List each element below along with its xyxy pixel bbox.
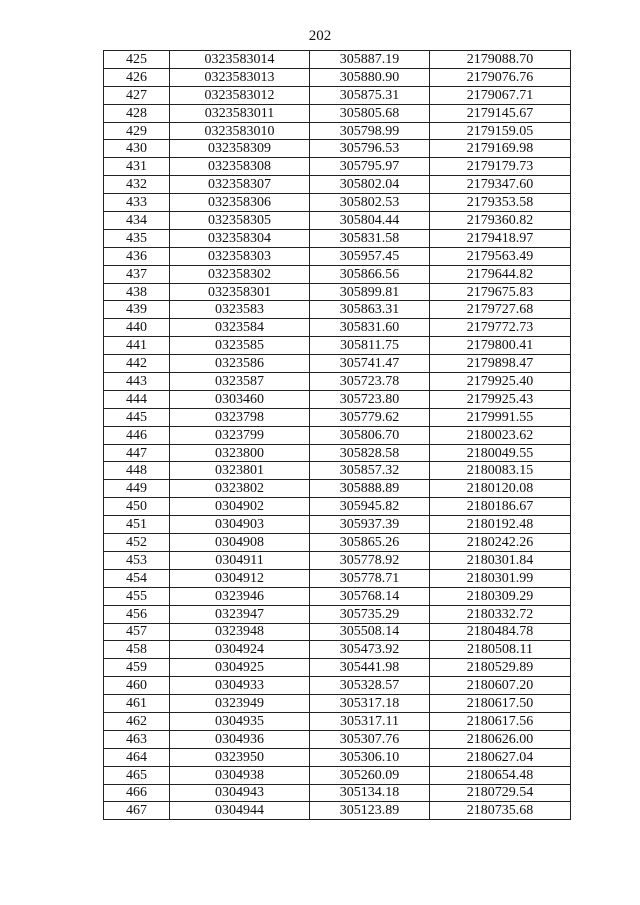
table-row <box>104 784 571 802</box>
table-row <box>104 301 571 319</box>
x-coordinate-cell: 305957.45 <box>310 247 430 265</box>
y-coordinate-cell: 2179925.43 <box>430 390 571 408</box>
point-number-cell: 429 <box>104 122 170 140</box>
point-id-cell: 0323948 <box>170 623 310 641</box>
y-coordinate-cell: 2179360.82 <box>430 212 571 230</box>
y-coordinate-cell: 2180508.11 <box>430 641 571 659</box>
table-row <box>104 194 571 212</box>
table-row <box>104 534 571 552</box>
point-number-cell: 445 <box>104 408 170 426</box>
y-coordinate-cell: 2180626.00 <box>430 730 571 748</box>
table-row <box>104 68 571 86</box>
point-number-cell: 462 <box>104 712 170 730</box>
table-row <box>104 104 571 122</box>
point-id-cell: 0323800 <box>170 444 310 462</box>
point-number-cell: 447 <box>104 444 170 462</box>
point-id-cell: 0304903 <box>170 516 310 534</box>
x-coordinate-cell: 305804.44 <box>310 212 430 230</box>
point-id-cell: 0304902 <box>170 498 310 516</box>
x-coordinate-cell: 305796.53 <box>310 140 430 158</box>
point-id-cell: 0304938 <box>170 766 310 784</box>
x-coordinate-cell: 305306.10 <box>310 748 430 766</box>
point-number-cell: 434 <box>104 212 170 230</box>
table-row <box>104 176 571 194</box>
point-number-cell: 458 <box>104 641 170 659</box>
x-coordinate-cell: 305778.92 <box>310 551 430 569</box>
table-row <box>104 623 571 641</box>
x-coordinate-cell: 305123.89 <box>310 802 430 820</box>
y-coordinate-cell: 2180654.48 <box>430 766 571 784</box>
x-coordinate-cell: 305831.60 <box>310 319 430 337</box>
point-number-cell: 425 <box>104 51 170 69</box>
point-number-cell: 438 <box>104 283 170 301</box>
point-id-cell: 0304912 <box>170 569 310 587</box>
point-number-cell: 427 <box>104 86 170 104</box>
y-coordinate-cell: 2179353.58 <box>430 194 571 212</box>
point-id-cell: 0304933 <box>170 677 310 695</box>
x-coordinate-cell: 305317.18 <box>310 695 430 713</box>
point-number-cell: 453 <box>104 551 170 569</box>
point-number-cell: 436 <box>104 247 170 265</box>
y-coordinate-cell: 2179675.83 <box>430 283 571 301</box>
point-id-cell: 032358305 <box>170 212 310 230</box>
point-number-cell: 431 <box>104 158 170 176</box>
point-number-cell: 465 <box>104 766 170 784</box>
point-number-cell: 459 <box>104 659 170 677</box>
x-coordinate-cell: 305328.57 <box>310 677 430 695</box>
point-number-cell: 456 <box>104 605 170 623</box>
point-number-cell: 464 <box>104 748 170 766</box>
table-row <box>104 390 571 408</box>
point-id-cell: 0323799 <box>170 426 310 444</box>
y-coordinate-cell: 2179991.55 <box>430 408 571 426</box>
y-coordinate-cell: 2180242.26 <box>430 534 571 552</box>
y-coordinate-cell: 2179159.05 <box>430 122 571 140</box>
point-id-cell: 0304911 <box>170 551 310 569</box>
table-row <box>104 122 571 140</box>
point-number-cell: 450 <box>104 498 170 516</box>
point-id-cell: 0323798 <box>170 408 310 426</box>
point-id-cell: 0304944 <box>170 802 310 820</box>
table-row <box>104 86 571 104</box>
x-coordinate-cell: 305508.14 <box>310 623 430 641</box>
table-row <box>104 283 571 301</box>
x-coordinate-cell: 305778.71 <box>310 569 430 587</box>
point-number-cell: 466 <box>104 784 170 802</box>
point-number-cell: 451 <box>104 516 170 534</box>
table-row <box>104 730 571 748</box>
table-row <box>104 212 571 230</box>
y-coordinate-cell: 2180192.48 <box>430 516 571 534</box>
x-coordinate-cell: 305857.32 <box>310 462 430 480</box>
table-row <box>104 712 571 730</box>
point-id-cell: 0323585 <box>170 337 310 355</box>
point-id-cell: 032358303 <box>170 247 310 265</box>
x-coordinate-cell: 305317.11 <box>310 712 430 730</box>
table-row <box>104 408 571 426</box>
point-id-cell: 0323947 <box>170 605 310 623</box>
y-coordinate-cell: 2179418.97 <box>430 229 571 247</box>
point-id-cell: 0323583010 <box>170 122 310 140</box>
point-id-cell: 032358308 <box>170 158 310 176</box>
table-row <box>104 355 571 373</box>
point-id-cell: 0323801 <box>170 462 310 480</box>
point-id-cell: 032358309 <box>170 140 310 158</box>
table-row <box>104 516 571 534</box>
point-id-cell: 0323583011 <box>170 104 310 122</box>
table-row <box>104 802 571 820</box>
y-coordinate-cell: 2180049.55 <box>430 444 571 462</box>
y-coordinate-cell: 2180309.29 <box>430 587 571 605</box>
x-coordinate-cell: 305802.04 <box>310 176 430 194</box>
table-row <box>104 605 571 623</box>
x-coordinate-cell: 305260.09 <box>310 766 430 784</box>
y-coordinate-cell: 2180617.56 <box>430 712 571 730</box>
point-id-cell: 0304943 <box>170 784 310 802</box>
y-coordinate-cell: 2179169.98 <box>430 140 571 158</box>
table-row <box>104 677 571 695</box>
point-number-cell: 435 <box>104 229 170 247</box>
x-coordinate-cell: 305866.56 <box>310 265 430 283</box>
table-row <box>104 247 571 265</box>
x-coordinate-cell: 305441.98 <box>310 659 430 677</box>
table-row <box>104 766 571 784</box>
y-coordinate-cell: 2180083.15 <box>430 462 571 480</box>
table-row <box>104 641 571 659</box>
table-row <box>104 319 571 337</box>
table-row <box>104 158 571 176</box>
x-coordinate-cell: 305899.81 <box>310 283 430 301</box>
x-coordinate-cell: 305134.18 <box>310 784 430 802</box>
table-row <box>104 498 571 516</box>
table-row <box>104 480 571 498</box>
y-coordinate-cell: 2179347.60 <box>430 176 571 194</box>
x-coordinate-cell: 305831.58 <box>310 229 430 247</box>
table-row <box>104 337 571 355</box>
y-coordinate-cell: 2180120.08 <box>430 480 571 498</box>
point-number-cell: 449 <box>104 480 170 498</box>
point-number-cell: 444 <box>104 390 170 408</box>
x-coordinate-cell: 305875.31 <box>310 86 430 104</box>
coordinates-table <box>103 50 571 820</box>
point-number-cell: 442 <box>104 355 170 373</box>
point-id-cell: 0323587 <box>170 373 310 391</box>
point-number-cell: 461 <box>104 695 170 713</box>
x-coordinate-cell: 305811.75 <box>310 337 430 355</box>
coordinates-table-body <box>104 51 571 820</box>
table-row <box>104 373 571 391</box>
x-coordinate-cell: 305937.39 <box>310 516 430 534</box>
point-number-cell: 441 <box>104 337 170 355</box>
page-number: 202 <box>308 28 332 44</box>
point-id-cell: 0323949 <box>170 695 310 713</box>
point-id-cell: 032358306 <box>170 194 310 212</box>
point-id-cell: 0323946 <box>170 587 310 605</box>
point-id-cell: 0304936 <box>170 730 310 748</box>
y-coordinate-cell: 2179925.40 <box>430 373 571 391</box>
point-number-cell: 432 <box>104 176 170 194</box>
point-number-cell: 439 <box>104 301 170 319</box>
point-number-cell: 457 <box>104 623 170 641</box>
y-coordinate-cell: 2179800.41 <box>430 337 571 355</box>
x-coordinate-cell: 305945.82 <box>310 498 430 516</box>
y-coordinate-cell: 2180332.72 <box>430 605 571 623</box>
point-id-cell: 032358301 <box>170 283 310 301</box>
point-id-cell: 0323586 <box>170 355 310 373</box>
x-coordinate-cell: 305723.80 <box>310 390 430 408</box>
y-coordinate-cell: 2180301.84 <box>430 551 571 569</box>
x-coordinate-cell: 305805.68 <box>310 104 430 122</box>
table-row <box>104 229 571 247</box>
table-row <box>104 587 571 605</box>
table-row <box>104 462 571 480</box>
point-number-cell: 428 <box>104 104 170 122</box>
x-coordinate-cell: 305307.76 <box>310 730 430 748</box>
x-coordinate-cell: 305473.92 <box>310 641 430 659</box>
y-coordinate-cell: 2179179.73 <box>430 158 571 176</box>
point-number-cell: 433 <box>104 194 170 212</box>
table-row <box>104 444 571 462</box>
x-coordinate-cell: 305802.53 <box>310 194 430 212</box>
y-coordinate-cell: 2179772.73 <box>430 319 571 337</box>
point-id-cell: 0304935 <box>170 712 310 730</box>
y-coordinate-cell: 2179644.82 <box>430 265 571 283</box>
table-row <box>104 140 571 158</box>
x-coordinate-cell: 305888.89 <box>310 480 430 498</box>
point-number-cell: 426 <box>104 68 170 86</box>
x-coordinate-cell: 305735.29 <box>310 605 430 623</box>
y-coordinate-cell: 2180627.04 <box>430 748 571 766</box>
point-number-cell: 443 <box>104 373 170 391</box>
table-row <box>104 569 571 587</box>
point-id-cell: 032358302 <box>170 265 310 283</box>
y-coordinate-cell: 2180484.78 <box>430 623 571 641</box>
x-coordinate-cell: 305806.70 <box>310 426 430 444</box>
point-id-cell: 0323583014 <box>170 51 310 69</box>
point-id-cell: 0303460 <box>170 390 310 408</box>
table-row <box>104 426 571 444</box>
y-coordinate-cell: 2179563.49 <box>430 247 571 265</box>
y-coordinate-cell: 2180186.67 <box>430 498 571 516</box>
y-coordinate-cell: 2180607.20 <box>430 677 571 695</box>
x-coordinate-cell: 305798.99 <box>310 122 430 140</box>
point-number-cell: 454 <box>104 569 170 587</box>
point-number-cell: 463 <box>104 730 170 748</box>
point-id-cell: 0323583012 <box>170 86 310 104</box>
point-number-cell: 460 <box>104 677 170 695</box>
point-id-cell: 0323584 <box>170 319 310 337</box>
x-coordinate-cell: 305741.47 <box>310 355 430 373</box>
point-number-cell: 467 <box>104 802 170 820</box>
point-number-cell: 446 <box>104 426 170 444</box>
x-coordinate-cell: 305865.26 <box>310 534 430 552</box>
x-coordinate-cell: 305723.78 <box>310 373 430 391</box>
table-row <box>104 551 571 569</box>
point-number-cell: 440 <box>104 319 170 337</box>
y-coordinate-cell: 2179088.70 <box>430 51 571 69</box>
point-id-cell: 0323950 <box>170 748 310 766</box>
y-coordinate-cell: 2180529.89 <box>430 659 571 677</box>
point-number-cell: 448 <box>104 462 170 480</box>
point-id-cell: 032358304 <box>170 229 310 247</box>
y-coordinate-cell: 2179145.67 <box>430 104 571 122</box>
point-id-cell: 0323802 <box>170 480 310 498</box>
y-coordinate-cell: 2179067.71 <box>430 86 571 104</box>
y-coordinate-cell: 2180735.68 <box>430 802 571 820</box>
point-id-cell: 032358307 <box>170 176 310 194</box>
x-coordinate-cell: 305880.90 <box>310 68 430 86</box>
point-id-cell: 0323583 <box>170 301 310 319</box>
y-coordinate-cell: 2180617.50 <box>430 695 571 713</box>
point-id-cell: 0323583013 <box>170 68 310 86</box>
y-coordinate-cell: 2180023.62 <box>430 426 571 444</box>
table-row <box>104 748 571 766</box>
table-row <box>104 265 571 283</box>
point-number-cell: 437 <box>104 265 170 283</box>
point-number-cell: 452 <box>104 534 170 552</box>
table-row <box>104 51 571 69</box>
y-coordinate-cell: 2180729.54 <box>430 784 571 802</box>
y-coordinate-cell: 2179727.68 <box>430 301 571 319</box>
y-coordinate-cell: 2179076.76 <box>430 68 571 86</box>
x-coordinate-cell: 305828.58 <box>310 444 430 462</box>
x-coordinate-cell: 305779.62 <box>310 408 430 426</box>
point-id-cell: 0304924 <box>170 641 310 659</box>
x-coordinate-cell: 305887.19 <box>310 51 430 69</box>
table-row <box>104 659 571 677</box>
point-id-cell: 0304925 <box>170 659 310 677</box>
y-coordinate-cell: 2179898.47 <box>430 355 571 373</box>
x-coordinate-cell: 305863.31 <box>310 301 430 319</box>
x-coordinate-cell: 305768.14 <box>310 587 430 605</box>
table-row <box>104 695 571 713</box>
point-number-cell: 455 <box>104 587 170 605</box>
y-coordinate-cell: 2180301.99 <box>430 569 571 587</box>
point-number-cell: 430 <box>104 140 170 158</box>
point-id-cell: 0304908 <box>170 534 310 552</box>
x-coordinate-cell: 305795.97 <box>310 158 430 176</box>
